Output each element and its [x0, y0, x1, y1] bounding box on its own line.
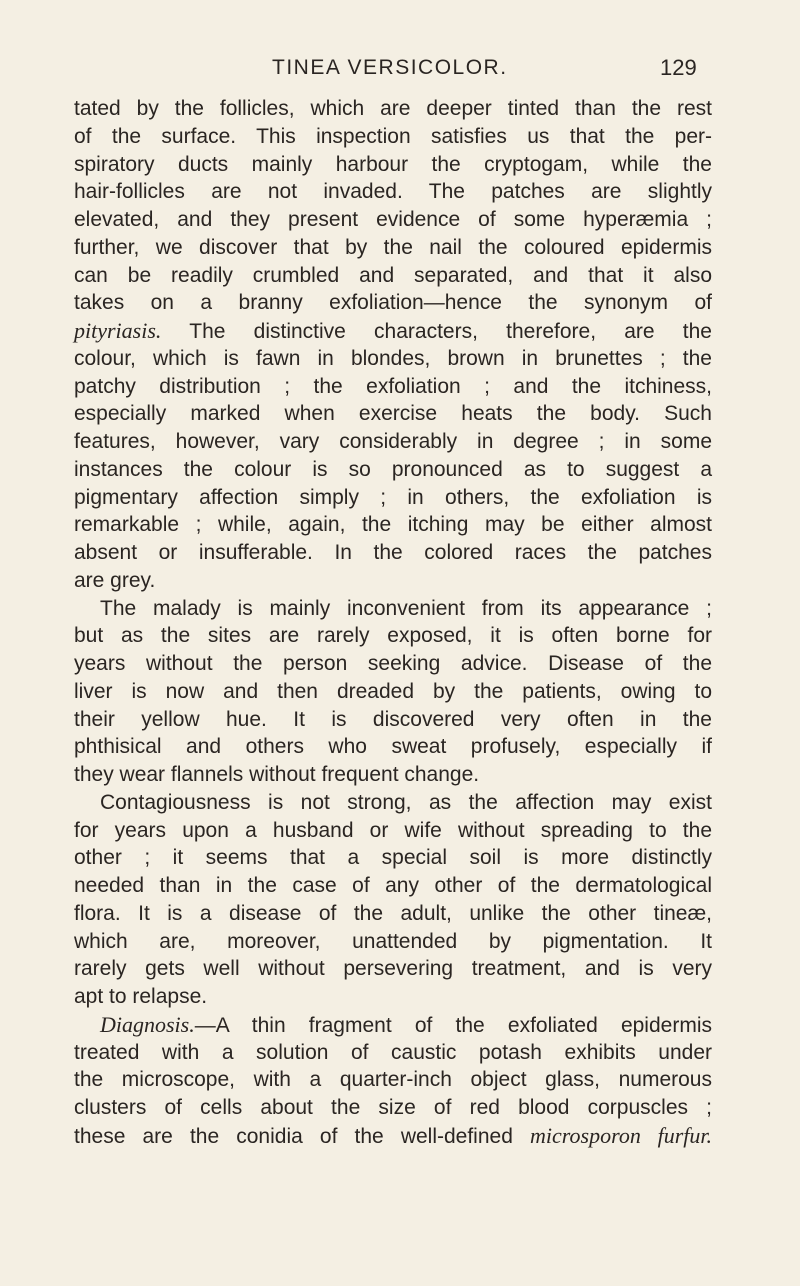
text-line [74, 817, 712, 845]
text-line [74, 622, 712, 650]
text-line [74, 1122, 712, 1150]
text-line [74, 373, 712, 401]
text-run: Contagiousness is not strong, as the affection may exist [100, 790, 712, 814]
text-run: pigmentary affection simply ; in others, the exfoliation is [74, 485, 712, 509]
text-run: absent or insufferable. In the colored races the patches [74, 541, 712, 564]
text-line [74, 1039, 712, 1067]
text-line [74, 567, 712, 595]
text-run: other ; it seems that a special soil is more distinctly [74, 846, 712, 870]
text-line [74, 539, 712, 567]
text-run: liver is now and then dreaded by the patients, owing to [74, 679, 712, 703]
text-run: —A thin fragment of the exfoliated epidermis [194, 1013, 712, 1037]
text-line [74, 428, 712, 456]
text-run: remarkable ; while, again, the itching may be either almost [74, 513, 712, 537]
text-run: phthisical and others who sweat profusely, especially if [74, 735, 712, 759]
text-line [74, 1066, 712, 1094]
text-line [74, 678, 712, 706]
text-run: tated by the follicles, which are deeper tinted than the rest [74, 97, 712, 120]
text-line [74, 733, 712, 761]
text-run: further, we discover that by the nail the coloured epidermis [74, 235, 712, 259]
text-line [74, 900, 712, 928]
running-title: TINEA VERSICOLOR. [272, 56, 508, 79]
text-line [74, 928, 712, 956]
page-number: 129 [660, 55, 697, 80]
text-line [74, 1011, 712, 1039]
italic-text: pityriasis. [74, 318, 162, 343]
text-run: features, however, vary considerably in degree ; in some [74, 430, 712, 453]
text-run: their yellow hue. It is discovered very often in the [74, 707, 712, 731]
text-run: but as the sites are rarely exposed, it is often borne for [74, 624, 712, 648]
text-run: they wear flannels without frequent change. [74, 763, 480, 786]
text-run: apt to relapse. [74, 985, 208, 1008]
text-run: clusters of cells about the size of red blood corpuscles ; [74, 1096, 712, 1119]
text-run: for years upon a husband or wife without spreading to the [74, 818, 712, 842]
text-run: can be readily crumbled and separated, and that it also [74, 263, 712, 287]
text-line [74, 400, 712, 428]
text-run: the microscope, with a quarter-inch object glass, numerous [74, 1068, 712, 1092]
text-line [74, 872, 712, 900]
text-run: The malady is mainly inconvenient from its appearance ; [100, 596, 712, 620]
text-run: patchy distribution ; the exfoliation ; and the itchiness, [74, 374, 712, 398]
text-line [74, 317, 712, 345]
text-line [74, 761, 712, 789]
text-line [74, 206, 712, 234]
text-run: years without the person seeking advice. Disease of the [74, 652, 712, 675]
text-line [74, 650, 712, 678]
text-run: takes on a branny exfoliation—hence the synonym of [74, 291, 712, 315]
body-text [74, 95, 712, 1150]
text-line [74, 289, 712, 317]
text-run: The distinctive characters, therefore, are the [161, 320, 712, 343]
text-run: treated with a solution of caustic potash exhibits under [74, 1040, 712, 1064]
text-run: these are the conidia of the well-defined [74, 1124, 530, 1148]
text-line [74, 706, 712, 734]
text-line [74, 1094, 712, 1122]
text-line [74, 151, 712, 179]
text-run: instances the colour is so pronounced as to suggest a [74, 457, 712, 481]
text-run: elevated, and they present evidence of some hyperæmia ; [74, 208, 712, 231]
text-line [74, 123, 712, 151]
text-run: rarely gets well without persevering treatment, and is very [74, 957, 712, 981]
italic-text: Diagnosis. [100, 1011, 195, 1037]
text-run: needed than in the case of any other of the dermatological [74, 874, 712, 897]
text-run: especially marked when exercise heats the body. Such [74, 402, 712, 426]
text-line [74, 511, 712, 539]
text-run: are grey. [74, 568, 156, 592]
text-line [74, 95, 712, 123]
text-line [74, 234, 712, 262]
text-line [74, 456, 712, 484]
text-line [74, 178, 712, 206]
text-line [74, 262, 712, 290]
text-line [74, 789, 712, 817]
text-run: which are, moreover, unattended by pigmentation. It [74, 929, 712, 953]
text-line [74, 983, 712, 1011]
italic-text: microsporon furfur. [530, 1122, 712, 1148]
text-run: of the surface. This inspection satisfies us that the per- [74, 124, 712, 148]
text-line [74, 484, 712, 512]
text-run: flora. It is a disease of the adult, unlike the other tineæ, [74, 901, 712, 925]
text-run: spiratory ducts mainly harbour the cryptogam, while the [74, 152, 712, 176]
text-run: hair-follicles are not invaded. The patches are slightly [74, 180, 712, 204]
text-line [74, 345, 712, 373]
text-line [74, 955, 712, 983]
text-line [74, 844, 712, 872]
text-line [74, 595, 712, 623]
text-run: colour, which is fawn in blondes, brown in brunettes ; the [74, 346, 712, 370]
